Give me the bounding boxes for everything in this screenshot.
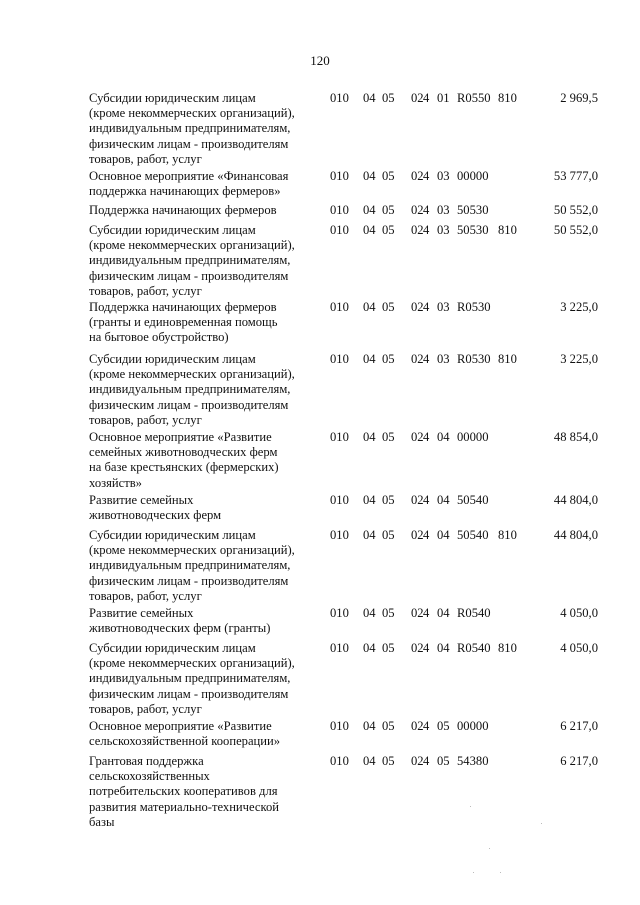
- section-code: 04: [363, 606, 376, 620]
- section-code: 04: [363, 719, 376, 733]
- program-code: 02: [411, 528, 424, 542]
- program-code: 02: [411, 91, 424, 105]
- expense-type-code: 810: [498, 352, 517, 366]
- subsection-code: 05: [382, 528, 395, 542]
- program-code: 02: [411, 203, 424, 217]
- program-code: 02: [411, 223, 424, 237]
- section-code: 04: [363, 754, 376, 768]
- table-row: [0, 203, 640, 223]
- expense-type-code: 810: [498, 528, 517, 542]
- scan-speck: [500, 872, 501, 873]
- page-number: 120: [310, 53, 330, 68]
- ministry-code: 010: [330, 203, 349, 217]
- event-code: 03: [437, 352, 450, 366]
- expense-type-code: 810: [498, 641, 517, 655]
- event-code: 04: [437, 493, 450, 507]
- row-name: Основное мероприятие «Финансовая поддержка начинающих фермеров»: [89, 169, 289, 199]
- amount: 3 225,0: [560, 300, 598, 314]
- subsection-code: 05: [382, 352, 395, 366]
- section-code: 04: [363, 169, 376, 183]
- subprogram-code: 4: [423, 91, 430, 105]
- direction-code: 00000: [457, 719, 489, 733]
- event-code: 03: [437, 300, 450, 314]
- event-code: 05: [437, 754, 450, 768]
- amount: 3 225,0: [560, 352, 598, 366]
- direction-code: 50530: [457, 223, 489, 237]
- section-code: 04: [363, 641, 376, 655]
- program-code: 02: [411, 754, 424, 768]
- row-name: Субсидии юридическим лицам (кроме некоммерческих организаций), индивидуальным предпринимателям, физическим лицам - производителям товаров, работ, услуг: [89, 223, 295, 298]
- ministry-code: 010: [330, 223, 349, 237]
- table-row: [0, 493, 640, 528]
- direction-code: 00000: [457, 169, 489, 183]
- direction-code: 50530: [457, 203, 489, 217]
- amount: 48 854,0: [553, 430, 598, 444]
- row-name: Субсидии юридическим лицам (кроме некоммерческих организаций), индивидуальным предпринимателям, физическим лицам - производителям товаров, работ, услуг: [89, 641, 295, 716]
- direction-code: R0530: [457, 300, 491, 314]
- table-row: [0, 223, 640, 300]
- subprogram-code: 4: [423, 430, 430, 444]
- row-name: Развитие семейных животноводческих ферм: [89, 493, 222, 523]
- scan-speck: [541, 823, 542, 824]
- section-code: 04: [363, 203, 376, 217]
- subsection-code: 05: [382, 641, 395, 655]
- scan-speck: [473, 872, 474, 873]
- subprogram-code: 4: [423, 223, 430, 237]
- subsection-code: 05: [382, 300, 395, 314]
- event-code: 04: [437, 641, 450, 655]
- ministry-code: 010: [330, 528, 349, 542]
- section-code: 04: [363, 91, 376, 105]
- scan-speck: [489, 848, 490, 849]
- direction-code: 00000: [457, 430, 489, 444]
- ministry-code: 010: [330, 641, 349, 655]
- row-name: Поддержка начинающих фермеров (гранты и единовременная помощь на бытовое обустройство): [89, 300, 278, 345]
- subsection-code: 05: [382, 754, 395, 768]
- program-code: 02: [411, 719, 424, 733]
- table-row: [0, 719, 640, 754]
- program-code: 02: [411, 493, 424, 507]
- direction-code: R0550: [457, 91, 491, 105]
- table-row: [0, 169, 640, 203]
- program-code: 02: [411, 169, 424, 183]
- subprogram-code: 4: [423, 352, 430, 366]
- event-code: 01: [437, 91, 450, 105]
- subprogram-code: 4: [423, 169, 430, 183]
- row-name: Поддержка начинающих фермеров: [89, 203, 277, 217]
- direction-code: 54380: [457, 754, 489, 768]
- program-code: 02: [411, 606, 424, 620]
- table-row: [0, 300, 640, 352]
- amount: 6 217,0: [560, 719, 598, 733]
- direction-code: R0540: [457, 641, 491, 655]
- event-code: 03: [437, 169, 450, 183]
- row-name: Субсидии юридическим лицам (кроме некоммерческих организаций), индивидуальным предпринимателям, физическим лицам - производителям товаров, работ, услуг: [89, 352, 295, 427]
- amount: 50 552,0: [553, 223, 598, 237]
- amount: 50 552,0: [553, 203, 598, 217]
- direction-code: R0530: [457, 352, 491, 366]
- table-row: [0, 528, 640, 606]
- amount: 6 217,0: [560, 754, 598, 768]
- amount: 44 804,0: [553, 528, 598, 542]
- amount: 44 804,0: [553, 493, 598, 507]
- amount: 4 050,0: [560, 641, 598, 655]
- section-code: 04: [363, 493, 376, 507]
- event-code: 04: [437, 430, 450, 444]
- section-code: 04: [363, 223, 376, 237]
- direction-code: R0540: [457, 606, 491, 620]
- expense-type-code: 810: [498, 91, 517, 105]
- subsection-code: 05: [382, 91, 395, 105]
- scan-speck: [470, 806, 471, 807]
- ministry-code: 010: [330, 606, 349, 620]
- row-name: Основное мероприятие «Развитие семейных животноводческих ферм на базе крестьянских (фермерских) хозяйств»: [89, 430, 279, 490]
- row-name: Развитие семейных животноводческих ферм (гранты): [89, 606, 271, 636]
- event-code: 03: [437, 203, 450, 217]
- section-code: 04: [363, 352, 376, 366]
- direction-code: 50540: [457, 493, 489, 507]
- program-code: 02: [411, 300, 424, 314]
- subprogram-code: 4: [423, 528, 430, 542]
- event-code: 04: [437, 528, 450, 542]
- event-code: 04: [437, 606, 450, 620]
- table-row: [0, 641, 640, 719]
- program-code: 02: [411, 641, 424, 655]
- subsection-code: 05: [382, 203, 395, 217]
- row-name: Основное мероприятие «Развитие сельскохозяйственной кооперации»: [89, 719, 281, 749]
- expense-type-code: 810: [498, 223, 517, 237]
- amount: 4 050,0: [560, 606, 598, 620]
- ministry-code: 010: [330, 493, 349, 507]
- ministry-code: 010: [330, 430, 349, 444]
- subprogram-code: 4: [423, 493, 430, 507]
- ministry-code: 010: [330, 719, 349, 733]
- table-row: [0, 754, 640, 834]
- program-code: 02: [411, 352, 424, 366]
- ministry-code: 010: [330, 169, 349, 183]
- ministry-code: 010: [330, 352, 349, 366]
- subprogram-code: 4: [423, 300, 430, 314]
- subprogram-code: 4: [423, 641, 430, 655]
- subprogram-code: 4: [423, 606, 430, 620]
- section-code: 04: [363, 300, 376, 314]
- ministry-code: 010: [330, 754, 349, 768]
- row-name: Грантовая поддержка сельскохозяйственных потребительских кооперативов для развития материально-технической базы: [89, 754, 280, 829]
- table-row: [0, 352, 640, 430]
- ministry-code: 010: [330, 91, 349, 105]
- table-row: [0, 91, 640, 169]
- ministry-code: 010: [330, 300, 349, 314]
- event-code: 03: [437, 223, 450, 237]
- table-row: [0, 430, 640, 493]
- table-row: [0, 606, 640, 641]
- section-code: 04: [363, 528, 376, 542]
- program-code: 02: [411, 430, 424, 444]
- subsection-code: 05: [382, 606, 395, 620]
- direction-code: 50540: [457, 528, 489, 542]
- row-name: Субсидии юридическим лицам (кроме некоммерческих организаций), индивидуальным предпринимателям, физическим лицам - производителям товаров, работ, услуг: [89, 528, 295, 603]
- subsection-code: 05: [382, 169, 395, 183]
- amount: 53 777,0: [553, 169, 598, 183]
- event-code: 05: [437, 719, 450, 733]
- subsection-code: 05: [382, 719, 395, 733]
- row-name: Субсидии юридическим лицам (кроме некоммерческих организаций), индивидуальным предпринимателям, физическим лицам - производителям товаров, работ, услуг: [89, 91, 295, 166]
- budget-table: [0, 91, 640, 834]
- subsection-code: 05: [382, 493, 395, 507]
- subprogram-code: 4: [423, 203, 430, 217]
- subprogram-code: 4: [423, 719, 430, 733]
- subsection-code: 05: [382, 430, 395, 444]
- subprogram-code: 4: [423, 754, 430, 768]
- section-code: 04: [363, 430, 376, 444]
- amount: 2 969,5: [560, 91, 598, 105]
- subsection-code: 05: [382, 223, 395, 237]
